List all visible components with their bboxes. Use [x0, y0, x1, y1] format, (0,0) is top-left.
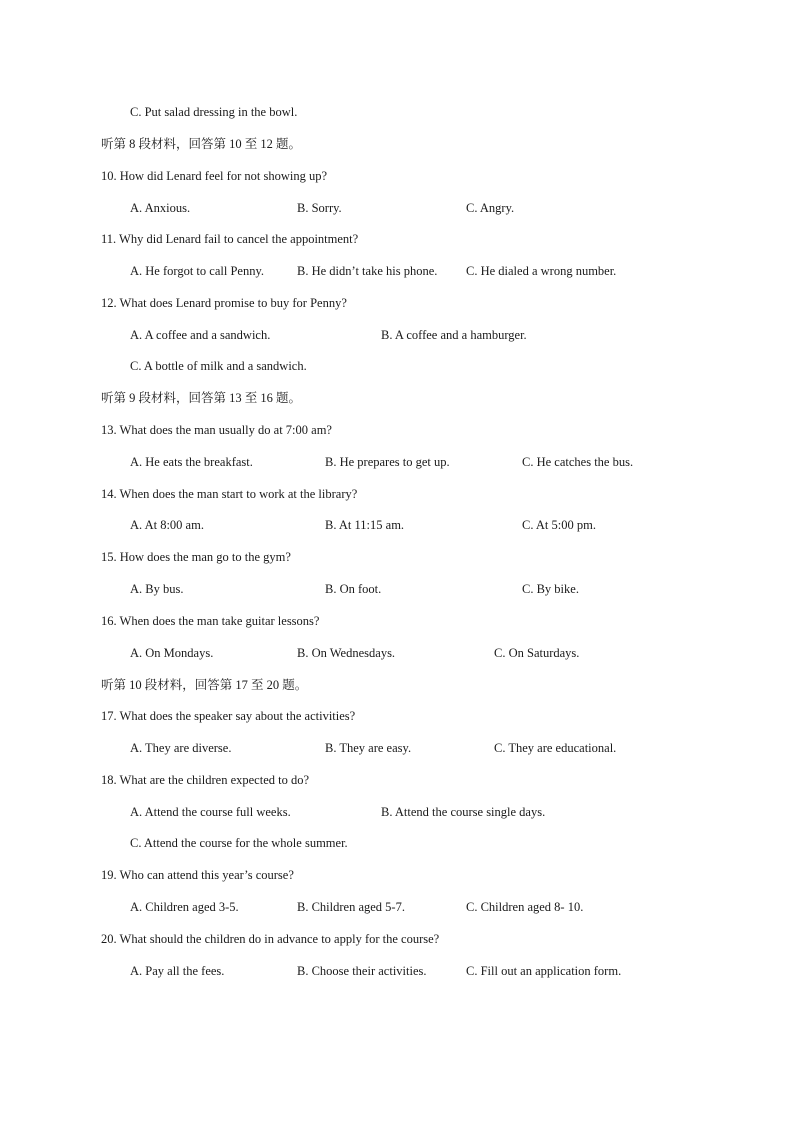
answer-options-row	[0, 103, 794, 121]
question-text: 10. How did Lenard feel for not showing up?	[101, 169, 327, 183]
answer-option-b: B. He didn’t take his phone.	[297, 264, 438, 278]
answer-option-a: A. By bus.	[130, 582, 184, 596]
answer-option-b: B. Attend the course single days.	[381, 805, 546, 819]
answer-option-b: B. Children aged 5-7.	[297, 900, 405, 914]
answer-option-b: B. Sorry.	[297, 201, 342, 215]
answer-option-c: C. Angry.	[466, 201, 515, 215]
answer-option-b: B. A coffee and a hamburger.	[381, 328, 527, 342]
question-text: 18. What are the children expected to do?	[101, 773, 310, 787]
answer-options-row	[0, 357, 794, 375]
question-text: 12. What does Lenard promise to buy for Penny?	[101, 296, 347, 310]
answer-option-a: A. Anxious.	[130, 201, 191, 215]
answer-option-a: A. Attend the course full weeks.	[130, 805, 291, 819]
answer-options-row	[0, 898, 794, 916]
answer-option-c: C. He dialed a wrong number.	[466, 264, 617, 278]
answer-option-b: B. On Wednesdays.	[297, 646, 396, 660]
answer-option-a: C. Put salad dressing in the bowl.	[130, 105, 298, 119]
answer-option-a: A. Pay all the fees.	[130, 964, 225, 978]
answer-options-row	[0, 453, 794, 471]
answer-options-row	[0, 516, 794, 534]
question-text: 15. How does the man go to the gym?	[101, 550, 291, 564]
answer-option-b: B. Choose their activities.	[297, 964, 427, 978]
answer-option-c: C. By bike.	[522, 582, 579, 596]
answer-options-row	[0, 199, 794, 217]
answer-option-a: A. They are diverse.	[130, 741, 232, 755]
answer-option-a: A. A coffee and a sandwich.	[130, 328, 271, 342]
answer-option-b: B. At 11:15 am.	[325, 518, 405, 532]
answer-option-c: C. At 5:00 pm.	[522, 518, 596, 532]
answer-option-c: C. They are educational.	[494, 741, 617, 755]
question-text: 16. When does the man take guitar lessons?	[101, 614, 320, 628]
answer-options-row	[0, 262, 794, 280]
answer-option-c: C. On Saturdays.	[494, 646, 580, 660]
answer-options-row	[0, 803, 794, 821]
section-heading: 听第 9 段材料，回答第 13 至 16 题。	[101, 391, 302, 405]
answer-option-b: B. They are easy.	[325, 741, 412, 755]
answer-options-row	[0, 326, 794, 344]
question-text: 13. What does the man usually do at 7:00 am?	[101, 423, 332, 437]
answer-option-a: A. He eats the breakfast.	[130, 455, 253, 469]
answer-option-a: A. On Mondays.	[130, 646, 214, 660]
answer-options-row	[0, 962, 794, 980]
question-text: 17. What does the speaker say about the activities?	[101, 709, 356, 723]
answer-options-row	[0, 834, 794, 852]
answer-option-b: B. On foot.	[325, 582, 382, 596]
answer-option-a: C. Attend the course for the whole summer.	[130, 836, 348, 850]
question-text: 19. Who can attend this year’s course?	[101, 868, 294, 882]
answer-option-a: A. He forgot to call Penny.	[130, 264, 265, 278]
section-heading: 听第 10 段材料，回答第 17 至 20 题。	[101, 678, 308, 692]
section-heading: 听第 8 段材料，回答第 10 至 12 题。	[101, 137, 302, 151]
question-text: 11. Why did Lenard fail to cancel the appointment?	[101, 232, 359, 246]
answer-options-row	[0, 739, 794, 757]
answer-option-c: C. He catches the bus.	[522, 455, 634, 469]
answer-options-row	[0, 644, 794, 662]
answer-option-a: C. A bottle of milk and a sandwich.	[130, 359, 307, 373]
answer-options-row	[0, 580, 794, 598]
answer-option-a: A. At 8:00 am.	[130, 518, 204, 532]
answer-option-a: A. Children aged 3-5.	[130, 900, 239, 914]
question-text: 20. What should the children do in advance to apply for the course?	[101, 932, 440, 946]
answer-option-b: B. He prepares to get up.	[325, 455, 450, 469]
answer-option-c: C. Children aged 8- 10.	[466, 900, 584, 914]
answer-option-c: C. Fill out an application form.	[466, 964, 622, 978]
question-text: 14. When does the man start to work at the library?	[101, 487, 358, 501]
